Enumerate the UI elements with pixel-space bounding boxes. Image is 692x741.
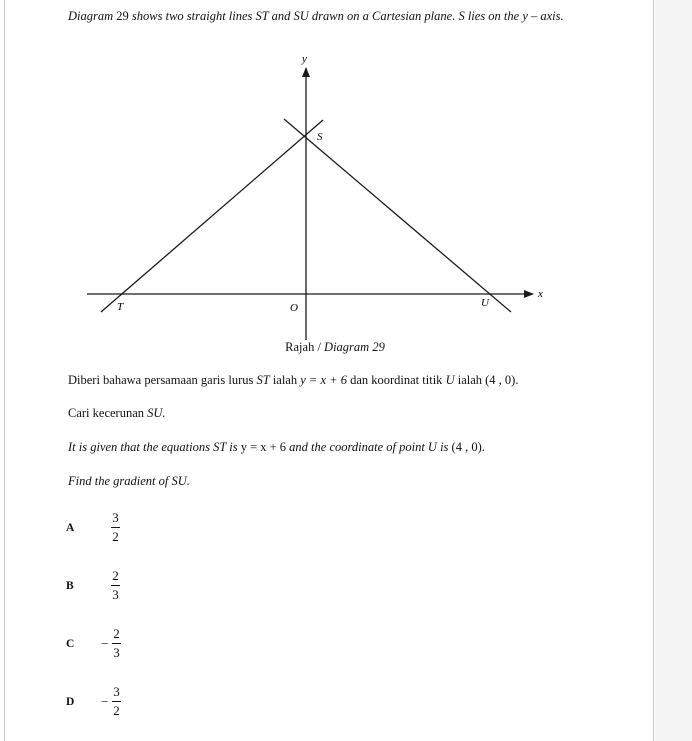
option-D-denominator: 2 bbox=[113, 703, 120, 718]
option-C-denominator: 3 bbox=[113, 645, 120, 660]
option-A-value[interactable] bbox=[111, 510, 120, 544]
x-axis-label: x bbox=[538, 288, 543, 300]
fraction-bar bbox=[111, 585, 120, 586]
malay-given: Diberi bahawa persamaan garis lurus ST ialah y = x + 6 dan koordinat titik U ialah (4 , 0). bbox=[68, 373, 519, 387]
point-label-O: O bbox=[290, 302, 298, 314]
malay-task: Cari kecerunan SU. bbox=[68, 406, 166, 420]
fraction-bar bbox=[112, 643, 121, 644]
option-D-value[interactable] bbox=[112, 684, 121, 718]
option-A-denominator: 2 bbox=[112, 529, 119, 544]
line-ST bbox=[101, 120, 323, 312]
question-intro: Diagram 29 shows two straight lines ST and SU drawn on a Cartesian plane. S lies on the y – axis. bbox=[68, 9, 564, 23]
option-C-numerator: 2 bbox=[113, 626, 120, 641]
diagram-caption: Rajah / Diagram 29 bbox=[285, 340, 385, 354]
fraction-bar bbox=[112, 701, 121, 702]
point-label-T: T bbox=[117, 301, 124, 313]
option-C-value[interactable] bbox=[112, 626, 121, 660]
point-label-U: U bbox=[481, 297, 489, 309]
option-B-letter[interactable]: B bbox=[66, 580, 74, 592]
option-D-sign: − bbox=[101, 694, 109, 709]
option-A-letter[interactable]: A bbox=[66, 522, 75, 534]
english-given: It is given that the equations ST is y = x + 6 and the coordinate of point U is (4 , 0). bbox=[68, 440, 485, 454]
option-B-numerator: 2 bbox=[112, 568, 119, 583]
line-SU bbox=[284, 119, 511, 312]
option-B-value[interactable] bbox=[111, 568, 120, 602]
option-D-numerator: 3 bbox=[113, 684, 120, 699]
english-task: Find the gradient of SU. bbox=[68, 474, 190, 488]
y-axis-label: y bbox=[302, 53, 307, 65]
option-C-letter[interactable]: C bbox=[66, 638, 75, 650]
option-D-letter[interactable]: D bbox=[66, 696, 75, 708]
point-label-S: S bbox=[317, 131, 323, 143]
fraction-bar bbox=[111, 527, 120, 528]
option-A-numerator: 3 bbox=[112, 510, 119, 525]
option-C-sign: − bbox=[101, 636, 109, 651]
option-B-denominator: 3 bbox=[112, 587, 119, 602]
